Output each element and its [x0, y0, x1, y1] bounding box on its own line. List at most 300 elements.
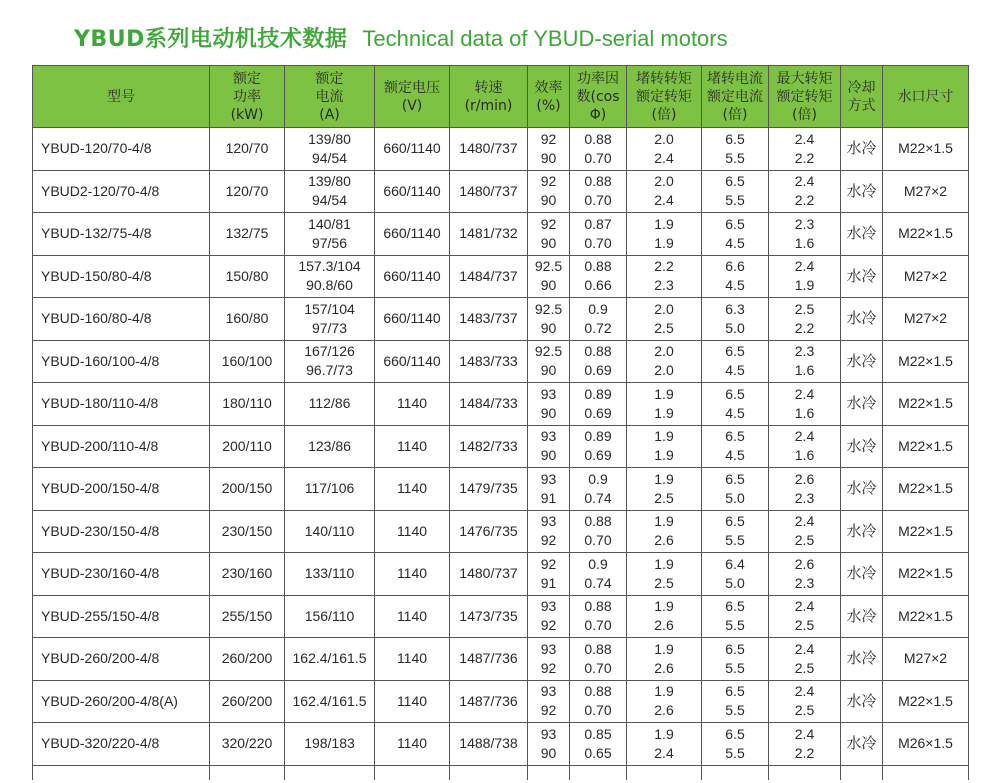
- model-cell: YBUD-160/80-4/8: [33, 298, 210, 341]
- cell-line: 0.88: [584, 683, 612, 700]
- cell-line: 0.89: [584, 428, 612, 445]
- speed-cell: 1476/735: [450, 510, 528, 553]
- cell-line: 2.4: [654, 149, 674, 166]
- cooling-cell: 水冷: [841, 723, 883, 766]
- cell-line: 92: [540, 532, 557, 549]
- cell-line: 0.70: [584, 149, 612, 166]
- current-cell: [285, 553, 375, 596]
- cell-line: 2.2: [794, 744, 815, 761]
- header-line: 功率因: [577, 70, 619, 87]
- cell-line: 1.9: [654, 385, 674, 402]
- cell-line: 0.88: [584, 598, 612, 615]
- cell-line: 92.5: [534, 258, 563, 275]
- efficiency-cell: [528, 468, 570, 511]
- cell-line: 1.9: [654, 404, 674, 421]
- voltage-cell: 660/1140: [375, 255, 450, 298]
- cell-line: 0.70: [584, 702, 612, 719]
- cell-line: 6.5: [725, 640, 745, 657]
- cell-line: 2.5: [654, 319, 674, 336]
- cell-line: 2.3: [794, 489, 815, 506]
- header-line: 额定转矩: [776, 88, 833, 105]
- water-port-cell: M22×1.5: [883, 680, 969, 723]
- table-row: [33, 170, 969, 213]
- cell-line: 0.88: [584, 130, 612, 147]
- max-torque-cell: [769, 680, 841, 723]
- cell-line: 4.5: [725, 277, 745, 294]
- cooling-cell: 水冷: [841, 298, 883, 341]
- locked-current-cell: [702, 595, 769, 638]
- cell-line: 90: [540, 234, 557, 251]
- cell-line: 2.5: [794, 532, 815, 549]
- locked-current-cell: [702, 213, 769, 256]
- cell-line: 2.4: [794, 428, 815, 445]
- cell-line: 0.72: [584, 319, 612, 336]
- speed-cell: 1482/733: [450, 425, 528, 468]
- table-row: [33, 468, 969, 511]
- cell-line: 2.6: [794, 470, 815, 487]
- max-torque-cell: [769, 468, 841, 511]
- current-cell: [285, 425, 375, 468]
- efficiency-cell: [528, 383, 570, 426]
- cell-line: 6.5: [725, 683, 745, 700]
- locked-torque-cell: [627, 510, 702, 553]
- cooling-cell: 水冷: [841, 553, 883, 596]
- voltage-cell: 660/1140: [375, 340, 450, 383]
- model-cell: YBUD-180/110-4/8: [33, 383, 210, 426]
- cell-line: 0.69: [584, 447, 612, 464]
- cell-line: 0.70: [584, 617, 612, 634]
- cell-line: 2.0: [654, 362, 674, 379]
- table-row: [33, 213, 969, 256]
- water-port-cell: M22×1.5: [883, 213, 969, 256]
- header-line: 额定: [315, 70, 344, 87]
- max-torque-cell: [769, 723, 841, 766]
- header-line: 额定电压: [384, 79, 440, 96]
- model-cell: YBUD-230/160-4/8: [33, 553, 210, 596]
- cell-line: 117/106: [304, 480, 355, 497]
- locked-torque-cell: [627, 170, 702, 213]
- efficiency-cell: [528, 680, 570, 723]
- cell-line: 97/73: [311, 319, 348, 336]
- locked-current-cell: [702, 255, 769, 298]
- cell-line: 2.6: [794, 555, 815, 572]
- cell-line: 1.9: [654, 683, 674, 700]
- table-row: [33, 383, 969, 426]
- cell-line: 2.2: [794, 149, 815, 166]
- table-row: [33, 298, 969, 341]
- cell-line: 2.0: [654, 130, 674, 147]
- cell-line: 1.9: [654, 428, 674, 445]
- cell-line: 5.5: [725, 659, 745, 676]
- cell-line: 2.0: [654, 300, 674, 317]
- cell-line: 92: [540, 173, 557, 190]
- table-row: [33, 553, 969, 596]
- cell-line: 2.3: [654, 277, 674, 294]
- cell-line: 0.74: [584, 489, 612, 506]
- header-cooling: [841, 66, 883, 128]
- cooling-cell: 水冷: [841, 595, 883, 638]
- efficiency-cell: [528, 213, 570, 256]
- power-cell: 120/70: [210, 170, 285, 213]
- cell-line: 2.4: [794, 513, 815, 530]
- cell-line: 4.5: [725, 404, 745, 421]
- locked-current-cell: [702, 340, 769, 383]
- cell-line: 0.87: [584, 215, 612, 232]
- efficiency-cell: [528, 170, 570, 213]
- efficiency-cell: [528, 723, 570, 766]
- model-cell: YBUD-320/220-4/8: [33, 723, 210, 766]
- header-line: 电流: [315, 88, 344, 105]
- max-torque-cell: [769, 638, 841, 681]
- locked-torque-cell: [627, 340, 702, 383]
- water-port-cell: M22×1.5: [883, 510, 969, 553]
- cell-line: 2.3: [794, 343, 815, 360]
- table-row: [33, 638, 969, 681]
- header-line: Φ): [589, 106, 607, 123]
- table-row: [33, 255, 969, 298]
- cell-line: 1.6: [794, 447, 815, 464]
- table-row: [33, 510, 969, 553]
- cell-line: 93: [540, 725, 557, 742]
- cell-line: 0.9: [588, 470, 608, 487]
- voltage-cell: 1140: [375, 595, 450, 638]
- cooling-cell: 水冷: [841, 128, 883, 171]
- water-port-cell: M27×2: [883, 170, 969, 213]
- cell-line: 97/56: [311, 234, 348, 251]
- model-cell: YBUD2-120/70-4/8: [33, 170, 210, 213]
- header-rated-current: [285, 66, 375, 128]
- header-line: (倍): [651, 106, 677, 123]
- header-line: 额定电流: [707, 88, 763, 105]
- cell-line: 6.6: [725, 258, 745, 275]
- title-english: Technical data of YBUD-serial motors: [362, 26, 728, 51]
- max-torque-cell: [769, 383, 841, 426]
- cell-line: 0.88: [584, 258, 612, 275]
- cell-line: 92: [540, 702, 557, 719]
- water-port-cell: M22×1.5: [883, 383, 969, 426]
- cell-line: 6.3: [725, 300, 745, 317]
- speed-cell: 1479/735: [450, 468, 528, 511]
- current-cell: [285, 595, 375, 638]
- speed-cell: 1487/736: [450, 680, 528, 723]
- locked-torque-cell: [627, 553, 702, 596]
- power-factor-cell: [570, 680, 627, 723]
- cell-line: 1.9: [794, 277, 815, 294]
- cooling-cell: 水冷: [841, 213, 883, 256]
- cell-line: 92: [540, 555, 557, 572]
- locked-current-cell: [702, 510, 769, 553]
- speed-cell: 1483/737: [450, 298, 528, 341]
- efficiency-cell: [528, 255, 570, 298]
- cell-line: 6.5: [725, 513, 745, 530]
- cell-line: 90: [540, 319, 557, 336]
- cell-line: 2.0: [654, 343, 674, 360]
- cell-line: 2.2: [654, 258, 674, 275]
- voltage-cell: 1140: [375, 680, 450, 723]
- table-row-cutoff: [33, 765, 969, 780]
- cell-line: 5.5: [725, 617, 745, 634]
- power-factor-cell: [570, 723, 627, 766]
- cell-line: 5.5: [725, 192, 745, 209]
- max-torque-cell: [769, 510, 841, 553]
- voltage-cell: 1140: [375, 723, 450, 766]
- cell-line: 92: [540, 659, 557, 676]
- locked-current-cell: [702, 128, 769, 171]
- cell-line: 2.4: [794, 683, 815, 700]
- table-row: [33, 680, 969, 723]
- header-speed: [450, 66, 528, 128]
- current-cell: [285, 298, 375, 341]
- header-rated-voltage: [375, 66, 450, 128]
- cell-line: 0.69: [584, 404, 612, 421]
- cell-line: 0.85: [584, 725, 612, 742]
- max-torque-cell: [769, 425, 841, 468]
- cell-line: 1.9: [654, 598, 674, 615]
- cell-line: 0.66: [584, 277, 612, 294]
- cell-line: 93: [540, 428, 557, 445]
- cell-line: 2.4: [654, 744, 674, 761]
- cell-line: 2.4: [794, 725, 815, 742]
- cell-line: 139/80: [308, 130, 351, 147]
- cell-line: 2.5: [794, 659, 815, 676]
- speed-cell: 1480/737: [450, 553, 528, 596]
- voltage-cell: 1140: [375, 510, 450, 553]
- power-cell: 260/200: [210, 680, 285, 723]
- power-cell: 132/75: [210, 213, 285, 256]
- header-line: (%): [536, 97, 561, 114]
- empty-cell: [285, 765, 375, 780]
- cell-line: 6.5: [725, 598, 745, 615]
- efficiency-cell: [528, 595, 570, 638]
- locked-torque-cell: [627, 298, 702, 341]
- current-cell: [285, 170, 375, 213]
- cell-line: 6.4: [725, 555, 745, 572]
- cell-line: 1.9: [654, 640, 674, 657]
- cell-line: 162.4/161.5: [292, 650, 367, 667]
- current-cell: [285, 723, 375, 766]
- motor-data-table: [32, 65, 969, 780]
- efficiency-cell: [528, 553, 570, 596]
- voltage-cell: 1140: [375, 553, 450, 596]
- table-row: [33, 128, 969, 171]
- empty-cell: [627, 765, 702, 780]
- power-cell: 230/150: [210, 510, 285, 553]
- header-line: (r/min): [464, 97, 513, 114]
- max-torque-cell: [769, 170, 841, 213]
- cell-line: 6.5: [725, 173, 745, 190]
- water-port-cell: M27×2: [883, 255, 969, 298]
- voltage-cell: 660/1140: [375, 298, 450, 341]
- power-cell: 200/150: [210, 468, 285, 511]
- cell-line: 2.6: [654, 617, 674, 634]
- speed-cell: 1487/736: [450, 638, 528, 681]
- current-cell: [285, 510, 375, 553]
- cell-line: 198/183: [304, 735, 355, 752]
- cell-line: 2.4: [794, 173, 815, 190]
- model-cell: YBUD-255/150-4/8: [33, 595, 210, 638]
- header-line: 堵转转矩: [636, 70, 692, 87]
- cell-line: 0.89: [584, 385, 612, 402]
- cooling-cell: 水冷: [841, 170, 883, 213]
- locked-torque-cell: [627, 128, 702, 171]
- header-line: 型号: [107, 88, 135, 105]
- model-cell: YBUD-200/150-4/8: [33, 468, 210, 511]
- cell-line: 0.88: [584, 513, 612, 530]
- locked-current-cell: [702, 723, 769, 766]
- power-factor-cell: [570, 425, 627, 468]
- empty-cell: [450, 765, 528, 780]
- header-power-factor: [570, 66, 627, 128]
- cell-line: 91: [540, 574, 557, 591]
- cell-line: 157.3/104: [298, 258, 361, 275]
- cell-line: 93: [540, 683, 557, 700]
- cell-line: 6.5: [725, 343, 745, 360]
- cell-line: 133/110: [304, 565, 355, 582]
- current-cell: [285, 255, 375, 298]
- cell-line: 92.5: [534, 300, 563, 317]
- cell-line: 162.4/161.5: [292, 692, 367, 709]
- power-cell: 180/110: [210, 383, 285, 426]
- current-cell: [285, 340, 375, 383]
- cell-line: 90: [540, 744, 557, 761]
- header-line: 功率: [233, 88, 261, 105]
- voltage-cell: 1140: [375, 425, 450, 468]
- cell-line: 156/110: [304, 607, 355, 624]
- cell-line: 2.4: [794, 258, 815, 275]
- table-row: [33, 595, 969, 638]
- cell-line: 112/86: [308, 395, 351, 412]
- max-torque-cell: [769, 213, 841, 256]
- header-water-port-size: [883, 66, 969, 128]
- cell-line: 90.8/60: [306, 277, 353, 294]
- table-header-row: [33, 66, 969, 128]
- cell-line: 123/86: [308, 437, 351, 454]
- cell-line: 4.5: [725, 447, 745, 464]
- title-chinese: YBUD系列电动机技术数据: [74, 27, 348, 52]
- speed-cell: 1488/738: [450, 723, 528, 766]
- locked-current-cell: [702, 170, 769, 213]
- power-cell: 230/160: [210, 553, 285, 596]
- speed-cell: 1480/737: [450, 170, 528, 213]
- header-line: 堵转电流: [707, 70, 763, 87]
- header-locked-current-ratio: [702, 66, 769, 128]
- cell-line: 2.5: [654, 574, 674, 591]
- cell-line: 90: [540, 149, 557, 166]
- water-port-cell: M26×1.5: [883, 723, 969, 766]
- water-port-cell: M22×1.5: [883, 553, 969, 596]
- cooling-cell: 水冷: [841, 638, 883, 681]
- current-cell: [285, 468, 375, 511]
- water-port-cell: M27×2: [883, 638, 969, 681]
- max-torque-cell: [769, 553, 841, 596]
- cell-line: 0.65: [584, 744, 612, 761]
- power-factor-cell: [570, 553, 627, 596]
- cell-line: 0.70: [584, 192, 612, 209]
- speed-cell: 1481/732: [450, 213, 528, 256]
- power-factor-cell: [570, 383, 627, 426]
- locked-current-cell: [702, 638, 769, 681]
- cell-line: 96.7/73: [306, 362, 353, 379]
- cell-line: 1.9: [654, 725, 674, 742]
- voltage-cell: 1140: [375, 468, 450, 511]
- power-factor-cell: [570, 128, 627, 171]
- header-line: 额定转矩: [636, 88, 692, 105]
- cell-line: 90: [540, 362, 557, 379]
- power-cell: 120/70: [210, 128, 285, 171]
- table-row: [33, 340, 969, 383]
- header-line: 效率: [534, 79, 563, 96]
- cell-line: 0.88: [584, 343, 612, 360]
- cell-line: 0.88: [584, 173, 612, 190]
- water-port-cell: M22×1.5: [883, 340, 969, 383]
- voltage-cell: 660/1140: [375, 213, 450, 256]
- header-line: 水口尺寸: [897, 88, 954, 105]
- cell-line: 1.9: [654, 215, 674, 232]
- cell-line: 2.5: [654, 489, 674, 506]
- efficiency-cell: [528, 638, 570, 681]
- cell-line: 92.5: [534, 343, 563, 360]
- cell-line: 93: [540, 598, 557, 615]
- cooling-cell: 水冷: [841, 255, 883, 298]
- cell-line: 6.5: [725, 385, 745, 402]
- locked-current-cell: [702, 383, 769, 426]
- cell-line: 93: [540, 513, 557, 530]
- cooling-cell: 水冷: [841, 680, 883, 723]
- locked-torque-cell: [627, 213, 702, 256]
- cell-line: 93: [540, 385, 557, 402]
- cooling-cell: 水冷: [841, 468, 883, 511]
- cell-line: 6.5: [725, 470, 745, 487]
- cell-line: 0.70: [584, 659, 612, 676]
- empty-cell: [702, 765, 769, 780]
- voltage-cell: 1140: [375, 383, 450, 426]
- power-cell: 260/200: [210, 638, 285, 681]
- voltage-cell: 1140: [375, 638, 450, 681]
- voltage-cell: 660/1140: [375, 128, 450, 171]
- cell-line: 1.6: [794, 404, 815, 421]
- cell-line: 2.6: [654, 702, 674, 719]
- cell-line: 4.5: [725, 234, 745, 251]
- cooling-cell: 水冷: [841, 510, 883, 553]
- cell-line: 1.6: [794, 234, 815, 251]
- header-line: 最大转矩: [776, 70, 833, 87]
- locked-current-cell: [702, 553, 769, 596]
- water-port-cell: M27×2: [883, 298, 969, 341]
- efficiency-cell: [528, 298, 570, 341]
- cell-line: 2.6: [654, 532, 674, 549]
- cell-line: 5.0: [725, 574, 745, 591]
- locked-torque-cell: [627, 723, 702, 766]
- locked-current-cell: [702, 298, 769, 341]
- power-cell: 160/80: [210, 298, 285, 341]
- model-cell: YBUD-230/150-4/8: [33, 510, 210, 553]
- water-port-cell: M22×1.5: [883, 128, 969, 171]
- header-efficiency: [528, 66, 570, 128]
- power-cell: 200/110: [210, 425, 285, 468]
- page-title: [74, 22, 728, 53]
- cell-line: 140/110: [304, 522, 355, 539]
- cooling-cell: 水冷: [841, 340, 883, 383]
- speed-cell: 1480/737: [450, 128, 528, 171]
- model-cell: YBUD-120/70-4/8: [33, 128, 210, 171]
- current-cell: [285, 383, 375, 426]
- speed-cell: 1484/737: [450, 255, 528, 298]
- header-line: 方式: [847, 97, 876, 114]
- cell-line: 5.5: [725, 532, 745, 549]
- empty-cell: [570, 765, 627, 780]
- cell-line: 90: [540, 192, 557, 209]
- cell-line: 2.3: [794, 215, 815, 232]
